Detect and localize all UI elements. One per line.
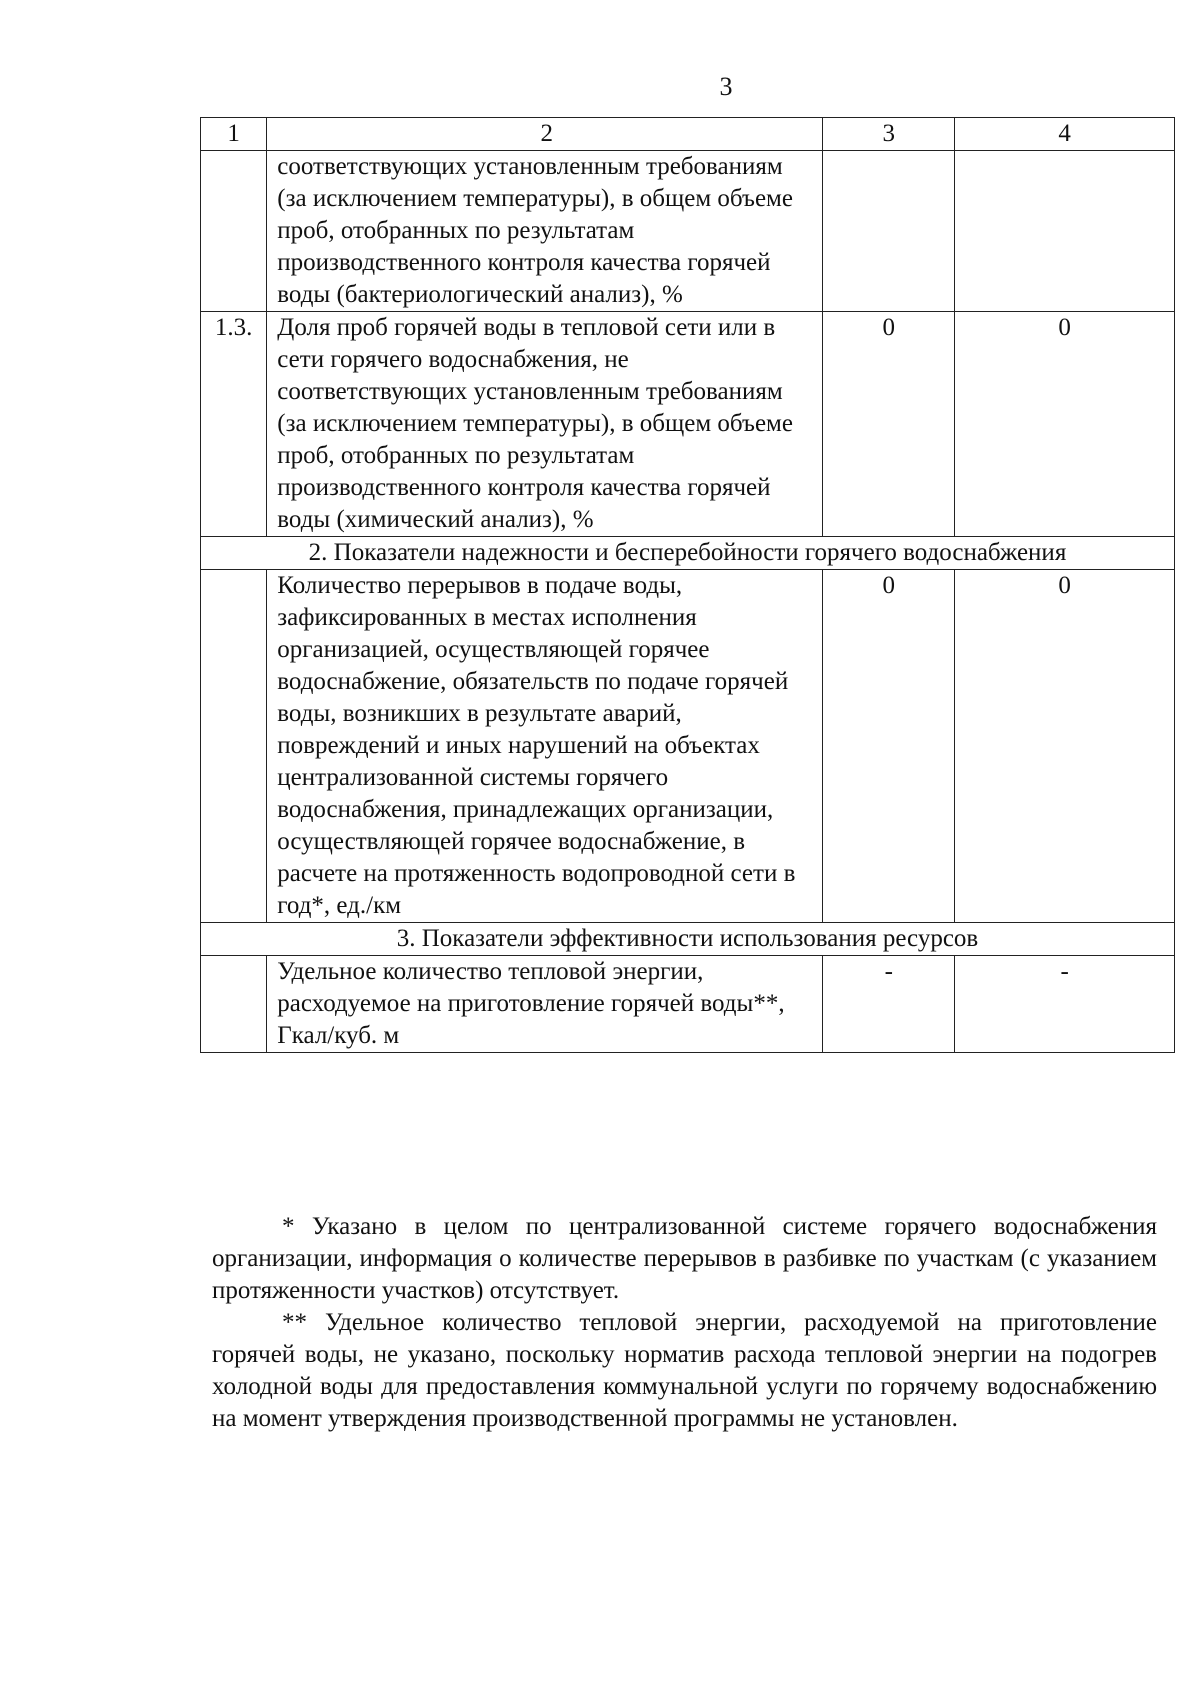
row-value-col4: 0 <box>955 312 1175 537</box>
table-row <box>201 312 1175 537</box>
header-col-4: 4 <box>955 118 1175 151</box>
table-row <box>201 570 1175 923</box>
row-description: Количество перерывов в подаче воды, зафиксированных в местах исполнения организацией, осуществляющей горячее водоснабжение, обязательств по подаче горячей воды, возникших в результате аварий, повреждений и иных нарушений на объектах централизованной системы горячего водоснабжения, принадлежащих организации, осуществляющей горячее водоснабжение, в расчете на протяженность водопроводной сети в год*, ед./км <box>267 570 823 923</box>
row-description: Доля проб горячей воды в тепловой сети или в сети горячего водоснабжения, не соответствующих установленным требованиям (за исключением температуры), в общем объеме проб, отобранных по результатам производственного контроля качества горячей воды (химический анализ), % <box>267 312 823 537</box>
section-row <box>201 537 1175 570</box>
section-row <box>201 923 1175 956</box>
table-header-row <box>201 118 1175 151</box>
row-number <box>201 956 267 1053</box>
section-heading-efficiency: 3. Показатели эффективности использования ресурсов <box>201 923 1175 956</box>
section-heading-reliability: 2. Показатели надежности и бесперебойности горячего водоснабжения <box>201 537 1175 570</box>
header-col-3: 3 <box>823 118 955 151</box>
row-number <box>201 151 267 312</box>
footnotes <box>212 1211 1157 1435</box>
row-value-col4 <box>955 151 1175 312</box>
table-row <box>201 956 1175 1053</box>
indicators-table <box>200 117 1175 1053</box>
row-value-col3 <box>823 151 955 312</box>
row-value-col3: 0 <box>823 312 955 537</box>
row-value-col4: 0 <box>955 570 1175 923</box>
row-number <box>201 570 267 923</box>
header-col-2: 2 <box>267 118 823 151</box>
footnote-2: ** Удельное количество тепловой энергии, расходуемой на приготовление горячей воды, не указано, поскольку норматив расхода тепловой энергии на подогрев холодной воды для предоставления коммунальной услуги по горячему водоснабжению на момент утверждения производственной программы не установлен. <box>212 1309 1157 1432</box>
header-col-1: 1 <box>201 118 267 151</box>
row-description: Удельное количество тепловой энергии, расходуемое на приготовление горячей воды**, Гкал/куб. м <box>267 956 823 1053</box>
footnote-1: * Указано в целом по централизованной системе горячего водоснабжения организации, информация о количестве перерывов в разбивке по участкам (с указанием протяженности участков) отсутствует. <box>212 1213 1157 1304</box>
page-number: 3 <box>719 72 733 101</box>
row-description: соответствующих установленным требованиям (за исключением температуры), в общем объеме проб, отобранных по результатам производственного контроля качества горячей воды (бактериологический анализ), % <box>267 151 823 312</box>
row-value-col3: - <box>823 956 955 1053</box>
row-value-col4: - <box>955 956 1175 1053</box>
table-row <box>201 151 1175 312</box>
row-number: 1.3. <box>201 312 267 537</box>
row-value-col3: 0 <box>823 570 955 923</box>
